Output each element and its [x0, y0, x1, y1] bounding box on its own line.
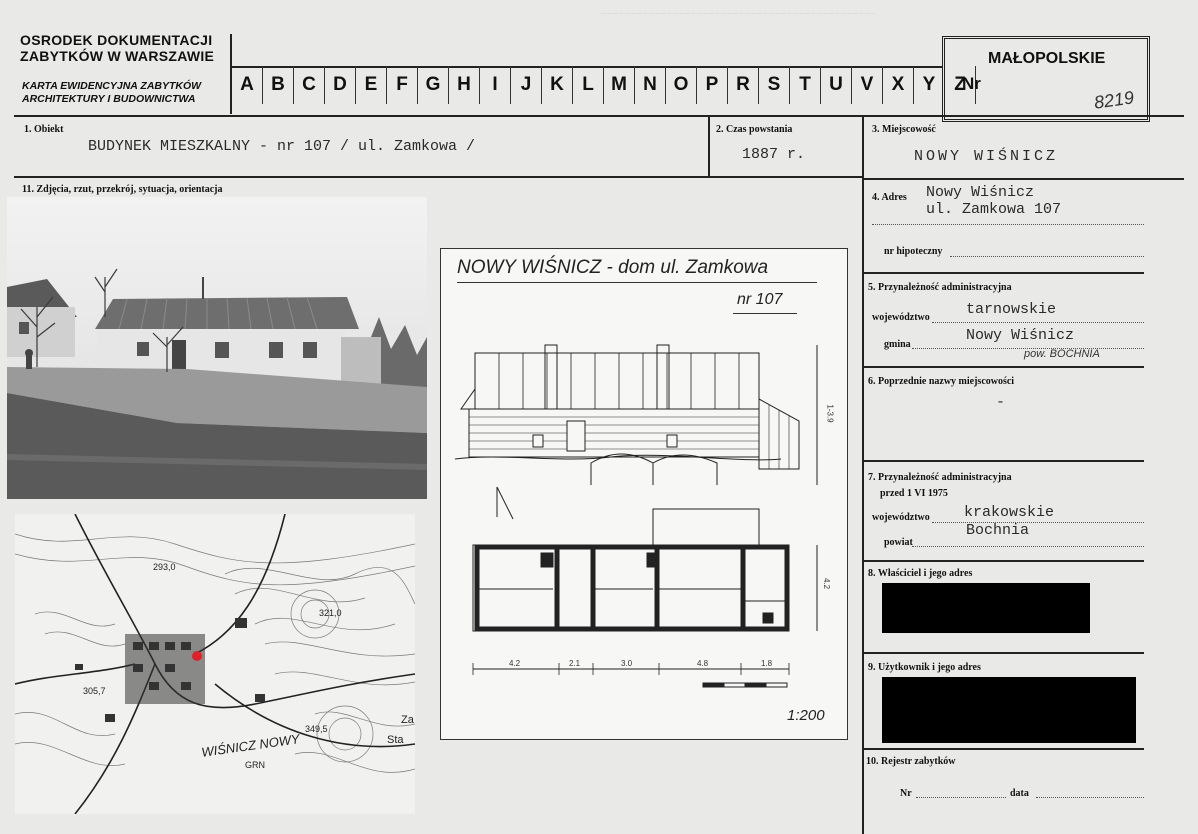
letter-index-cell: V	[852, 66, 883, 104]
gmina-note: pow. BOCHNIA	[1024, 348, 1100, 360]
rejestr-data-dotted-line	[1036, 797, 1144, 798]
label-adres: 4. Adres	[872, 192, 907, 203]
label-przynaleznosc-przed: 7. Przynależność administracyjna	[868, 472, 1012, 483]
map-label-elevation-1: 293,0	[153, 562, 176, 572]
powiat-dotted-line	[912, 546, 1144, 547]
show-through-text: ~~~~~~~~~~~~~~~~~~~~~~~~~~~~~~~~~~~~~~~~~~~~~~	[600, 10, 877, 21]
rejestr-nr-dotted-line	[916, 797, 1006, 798]
letter-index-cell: O	[666, 66, 697, 104]
drawing-scale: 1:200	[787, 707, 825, 724]
letter-index-cell: L	[573, 66, 604, 104]
letter-index-cell: U	[821, 66, 852, 104]
label-czas: 2. Czas powstania	[716, 124, 793, 135]
wojewodztwo-przed-dotted-line	[932, 522, 1144, 523]
letter-index-cell: C	[294, 66, 325, 104]
drawing-subtitle: nr 107	[737, 291, 783, 308]
card-title: KARTA EWIDENCYJNA ZABYTKÓW ARCHITEKTURY I BUDOWNICTWA	[22, 80, 202, 105]
map-label-za: Za	[401, 714, 414, 726]
label-obiekt: 1. Obiekt	[24, 124, 64, 135]
letter-index-cell: G	[418, 66, 449, 104]
value-wojewodztwo-przed: krakowskie	[964, 504, 1055, 521]
location-map	[15, 514, 415, 814]
value-obiekt: BUDYNEK MIESZKALNY - nr 107 / ul. Zamkowa /	[88, 138, 476, 155]
label-powiat: powiat	[884, 537, 913, 548]
letter-index-cell: S	[759, 66, 790, 104]
map-label-town: WIŚNICZ NOWY	[200, 731, 301, 760]
label-gmina: gmina	[884, 339, 911, 350]
label-wojewodztwo-przed: województwo	[872, 512, 930, 523]
adres-dotted-line	[872, 224, 1144, 225]
house-photo	[7, 197, 427, 499]
plan-depth-dim: 4.2	[822, 577, 832, 590]
label-przynaleznosc: 5. Przynależność administracyjna	[868, 282, 1012, 293]
card-number: 8219	[1092, 87, 1136, 113]
letter-index-cell: P	[697, 66, 728, 104]
letter-index-cell: T	[790, 66, 821, 104]
letter-index-cell: J	[511, 66, 542, 104]
map-label-elevation-2: 321,0	[319, 608, 342, 618]
rule-8	[864, 560, 1144, 562]
drawing-title: NOWY WIŚNICZ - dom ul. Zamkowa	[457, 257, 769, 278]
label-wojewodztwo: województwo	[872, 312, 930, 323]
label-zdjecia: 11. Zdjęcia, rzut, przekrój, sytuacja, orientacja	[22, 184, 223, 195]
region-name: MAŁOPOLSKIE	[988, 50, 1106, 67]
letter-index	[232, 66, 976, 106]
letter-index-cell: A	[232, 66, 263, 104]
rule-5	[864, 272, 1144, 274]
letter-index-cell: Y	[914, 66, 945, 104]
letter-index-cell: H	[449, 66, 480, 104]
value-adres-line2: ul. Zamkowa 107	[926, 201, 1062, 218]
letter-index-cell: X	[883, 66, 914, 104]
label-rejestr-data: data	[1010, 788, 1029, 799]
rule-9	[864, 652, 1144, 654]
label-uzytkownik: 9. Użytkownik i jego adres	[868, 662, 981, 673]
label-wlasciciel: 8. Właściciel i jego adres	[868, 568, 973, 579]
rule-top	[14, 115, 1184, 117]
letter-index-cell: E	[356, 66, 387, 104]
gmina-dotted-line	[912, 348, 1144, 349]
label-rejestr-nr: Nr	[900, 788, 912, 799]
institution-name: OSRODEK DOKUMENTACJI ZABYTKÓW W WARSZAWIE	[20, 32, 215, 64]
nr-label: Nr	[962, 74, 981, 93]
house-photo-image	[7, 197, 427, 499]
elevation-and-plan	[441, 249, 847, 739]
rule-6	[864, 366, 1144, 368]
map-label-grn: GRN	[245, 760, 265, 770]
value-gmina: Nowy Wiśnicz	[966, 327, 1075, 344]
letter-index-cell: I	[480, 66, 511, 104]
letter-index-cell: D	[325, 66, 356, 104]
rule-10	[864, 748, 1144, 750]
architectural-drawing	[440, 248, 848, 740]
letter-index-cell: M	[604, 66, 635, 104]
map-label-elevation-4: 349,5	[305, 724, 328, 734]
divider-czas	[708, 115, 710, 177]
redaction-user	[882, 677, 1136, 743]
dim-3: 3.0	[621, 659, 633, 668]
map-label-sta: Sta	[387, 734, 404, 746]
dim-5: 1.8	[761, 659, 773, 668]
value-miejscowosc: NOWY WIŚNICZ	[914, 148, 1059, 165]
elevation-height-dim: 1-3.9	[825, 404, 835, 423]
divider-right-column	[862, 115, 864, 834]
rule-3	[864, 178, 1184, 180]
topographic-map-image	[15, 514, 415, 814]
dim-2: 2.1	[569, 659, 581, 668]
dim-1: 4.2	[509, 659, 521, 668]
location-marker	[192, 651, 202, 661]
wojewodztwo-dotted-line	[932, 322, 1144, 323]
label-rejestr: 10. Rejestr zabytków	[866, 756, 956, 767]
label-poprzednie: 6. Poprzednie nazwy miejscowości	[868, 376, 1015, 387]
value-adres-line1: Nowy Wiśnicz	[926, 184, 1035, 201]
letter-index-cell: R	[728, 66, 759, 104]
rule-7	[864, 460, 1144, 462]
rule-obiekt	[14, 176, 864, 178]
redaction-owner	[882, 583, 1090, 633]
label-miejscowosc: 3. Miejscowość	[872, 124, 936, 135]
hipoteczny-dotted-line	[950, 256, 1144, 257]
label-hipoteczny: nr hipoteczny	[884, 246, 943, 257]
label-przed-date: przed 1 VI 1975	[880, 488, 948, 499]
letter-index-cell: N	[635, 66, 666, 104]
letter-index-cell: Z	[945, 66, 976, 104]
value-powiat: Bochnia	[966, 522, 1030, 539]
value-poprzednie: -	[996, 394, 1006, 411]
map-label-elevation-3: 305,7	[83, 686, 106, 696]
letter-index-cell: K	[542, 66, 573, 104]
value-wojewodztwo: tarnowskie	[966, 301, 1057, 318]
letter-index-cell: B	[263, 66, 294, 104]
letter-index-cell: F	[387, 66, 418, 104]
dim-4: 4.8	[697, 659, 709, 668]
value-czas: 1887 r.	[742, 146, 806, 163]
